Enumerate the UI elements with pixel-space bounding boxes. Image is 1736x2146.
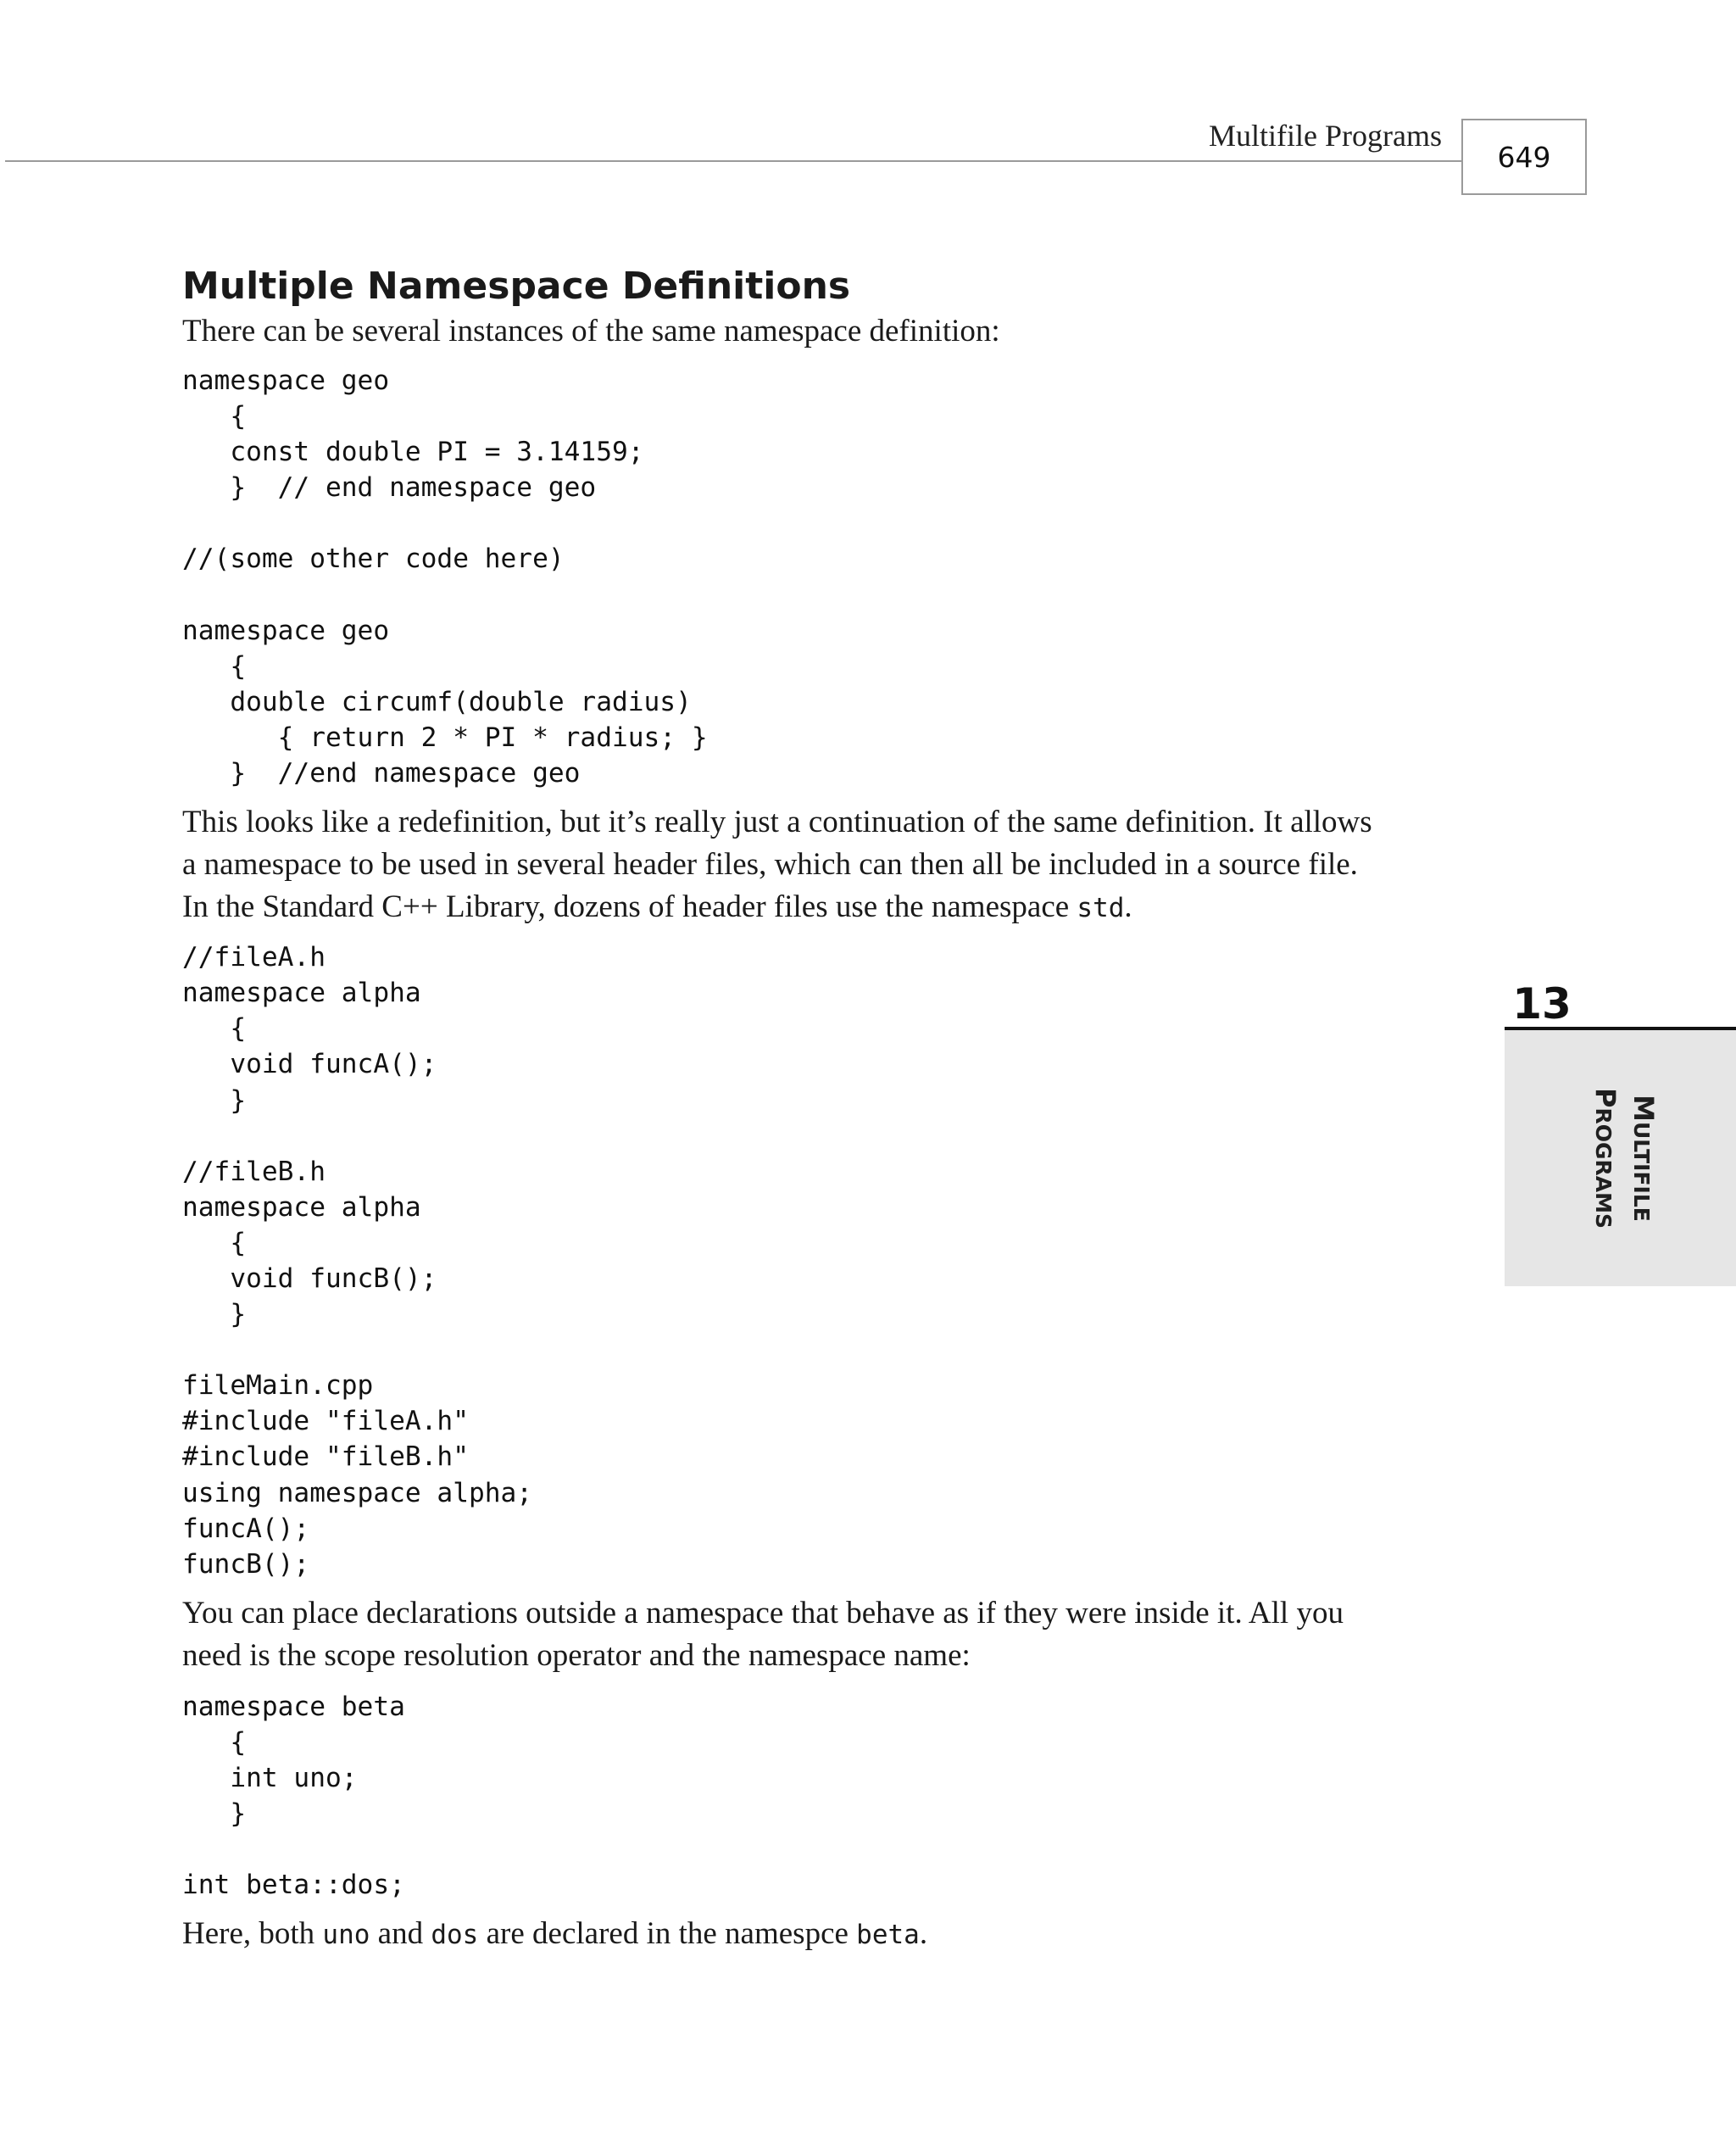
- section-heading: Multiple Namespace Definitions: [182, 265, 851, 308]
- chapter-number: 13: [1512, 979, 1572, 1028]
- text-run: and: [370, 1916, 431, 1952]
- chapter-title-initial: P: [1589, 1088, 1622, 1108]
- declarations-paragraph: [182, 1592, 1454, 1677]
- inline-code: dos: [431, 1920, 479, 1951]
- code-listing-beta: namespace beta { int uno; } int beta::dos;: [182, 1691, 405, 1901]
- inline-code: beta: [856, 1920, 920, 1951]
- chapter-title-rest: ULTIFILE: [1629, 1122, 1654, 1222]
- text-run: .: [1124, 889, 1132, 925]
- text-run: In the Standard C++ Library, dozens of header files use the namespace: [182, 889, 1077, 925]
- paragraph-line: a namespace to be used in several header files, which can then all be included in a source file.: [182, 847, 1358, 883]
- code-listing-geo: namespace geo { const double PI = 3.14159; } // end namespace geo //(some other code here) namespace geo { double circumf(double radius) { return 2 * PI * radius; } } //end namespace geo: [182, 365, 708, 789]
- continuation-paragraph: [182, 801, 1454, 929]
- chapter-title-line-2: [1582, 1088, 1620, 1229]
- page-number: 649: [1461, 119, 1587, 195]
- text-run: .: [919, 1916, 928, 1952]
- paragraph-line: This looks like a redefinition, but it’s really just a continuation of the same definition. It allows: [182, 805, 1372, 840]
- inline-code: uno: [322, 1920, 370, 1951]
- chapter-thumb-tab: [1505, 1030, 1736, 1286]
- intro-paragraph: There can be several instances of the same namespace definition:: [182, 314, 1000, 348]
- page-content: [182, 263, 1454, 1956]
- chapter-title: [1582, 1088, 1658, 1229]
- text-run: Here, both: [182, 1916, 323, 1952]
- paragraph-line: need is the scope resolution operator and the namespace name:: [182, 1637, 971, 1673]
- chapter-title-line-1: [1620, 1088, 1658, 1229]
- paragraph-line: You can place declarations outside a namespace that behave as if they were inside it. All you: [182, 1595, 1344, 1630]
- paragraph-line: [182, 886, 1454, 929]
- running-head: Multifile Programs: [1209, 119, 1442, 153]
- chapter-title-rest: ROGRAMS: [1591, 1107, 1616, 1229]
- inline-code: std: [1077, 893, 1125, 924]
- chapter-title-initial: M: [1628, 1095, 1660, 1122]
- code-listing-alpha: //fileA.h namespace alpha { void funcA(); } //fileB.h namespace alpha { void funcB(); } fileMain.cpp #include "fileA.h" #include "fileB.h" using namespace alpha; funcA(); funcB();: [182, 942, 533, 1580]
- closing-paragraph: [182, 1913, 1454, 1956]
- text-run: are declared in the namespce: [478, 1916, 857, 1952]
- header-rule: [5, 160, 1461, 162]
